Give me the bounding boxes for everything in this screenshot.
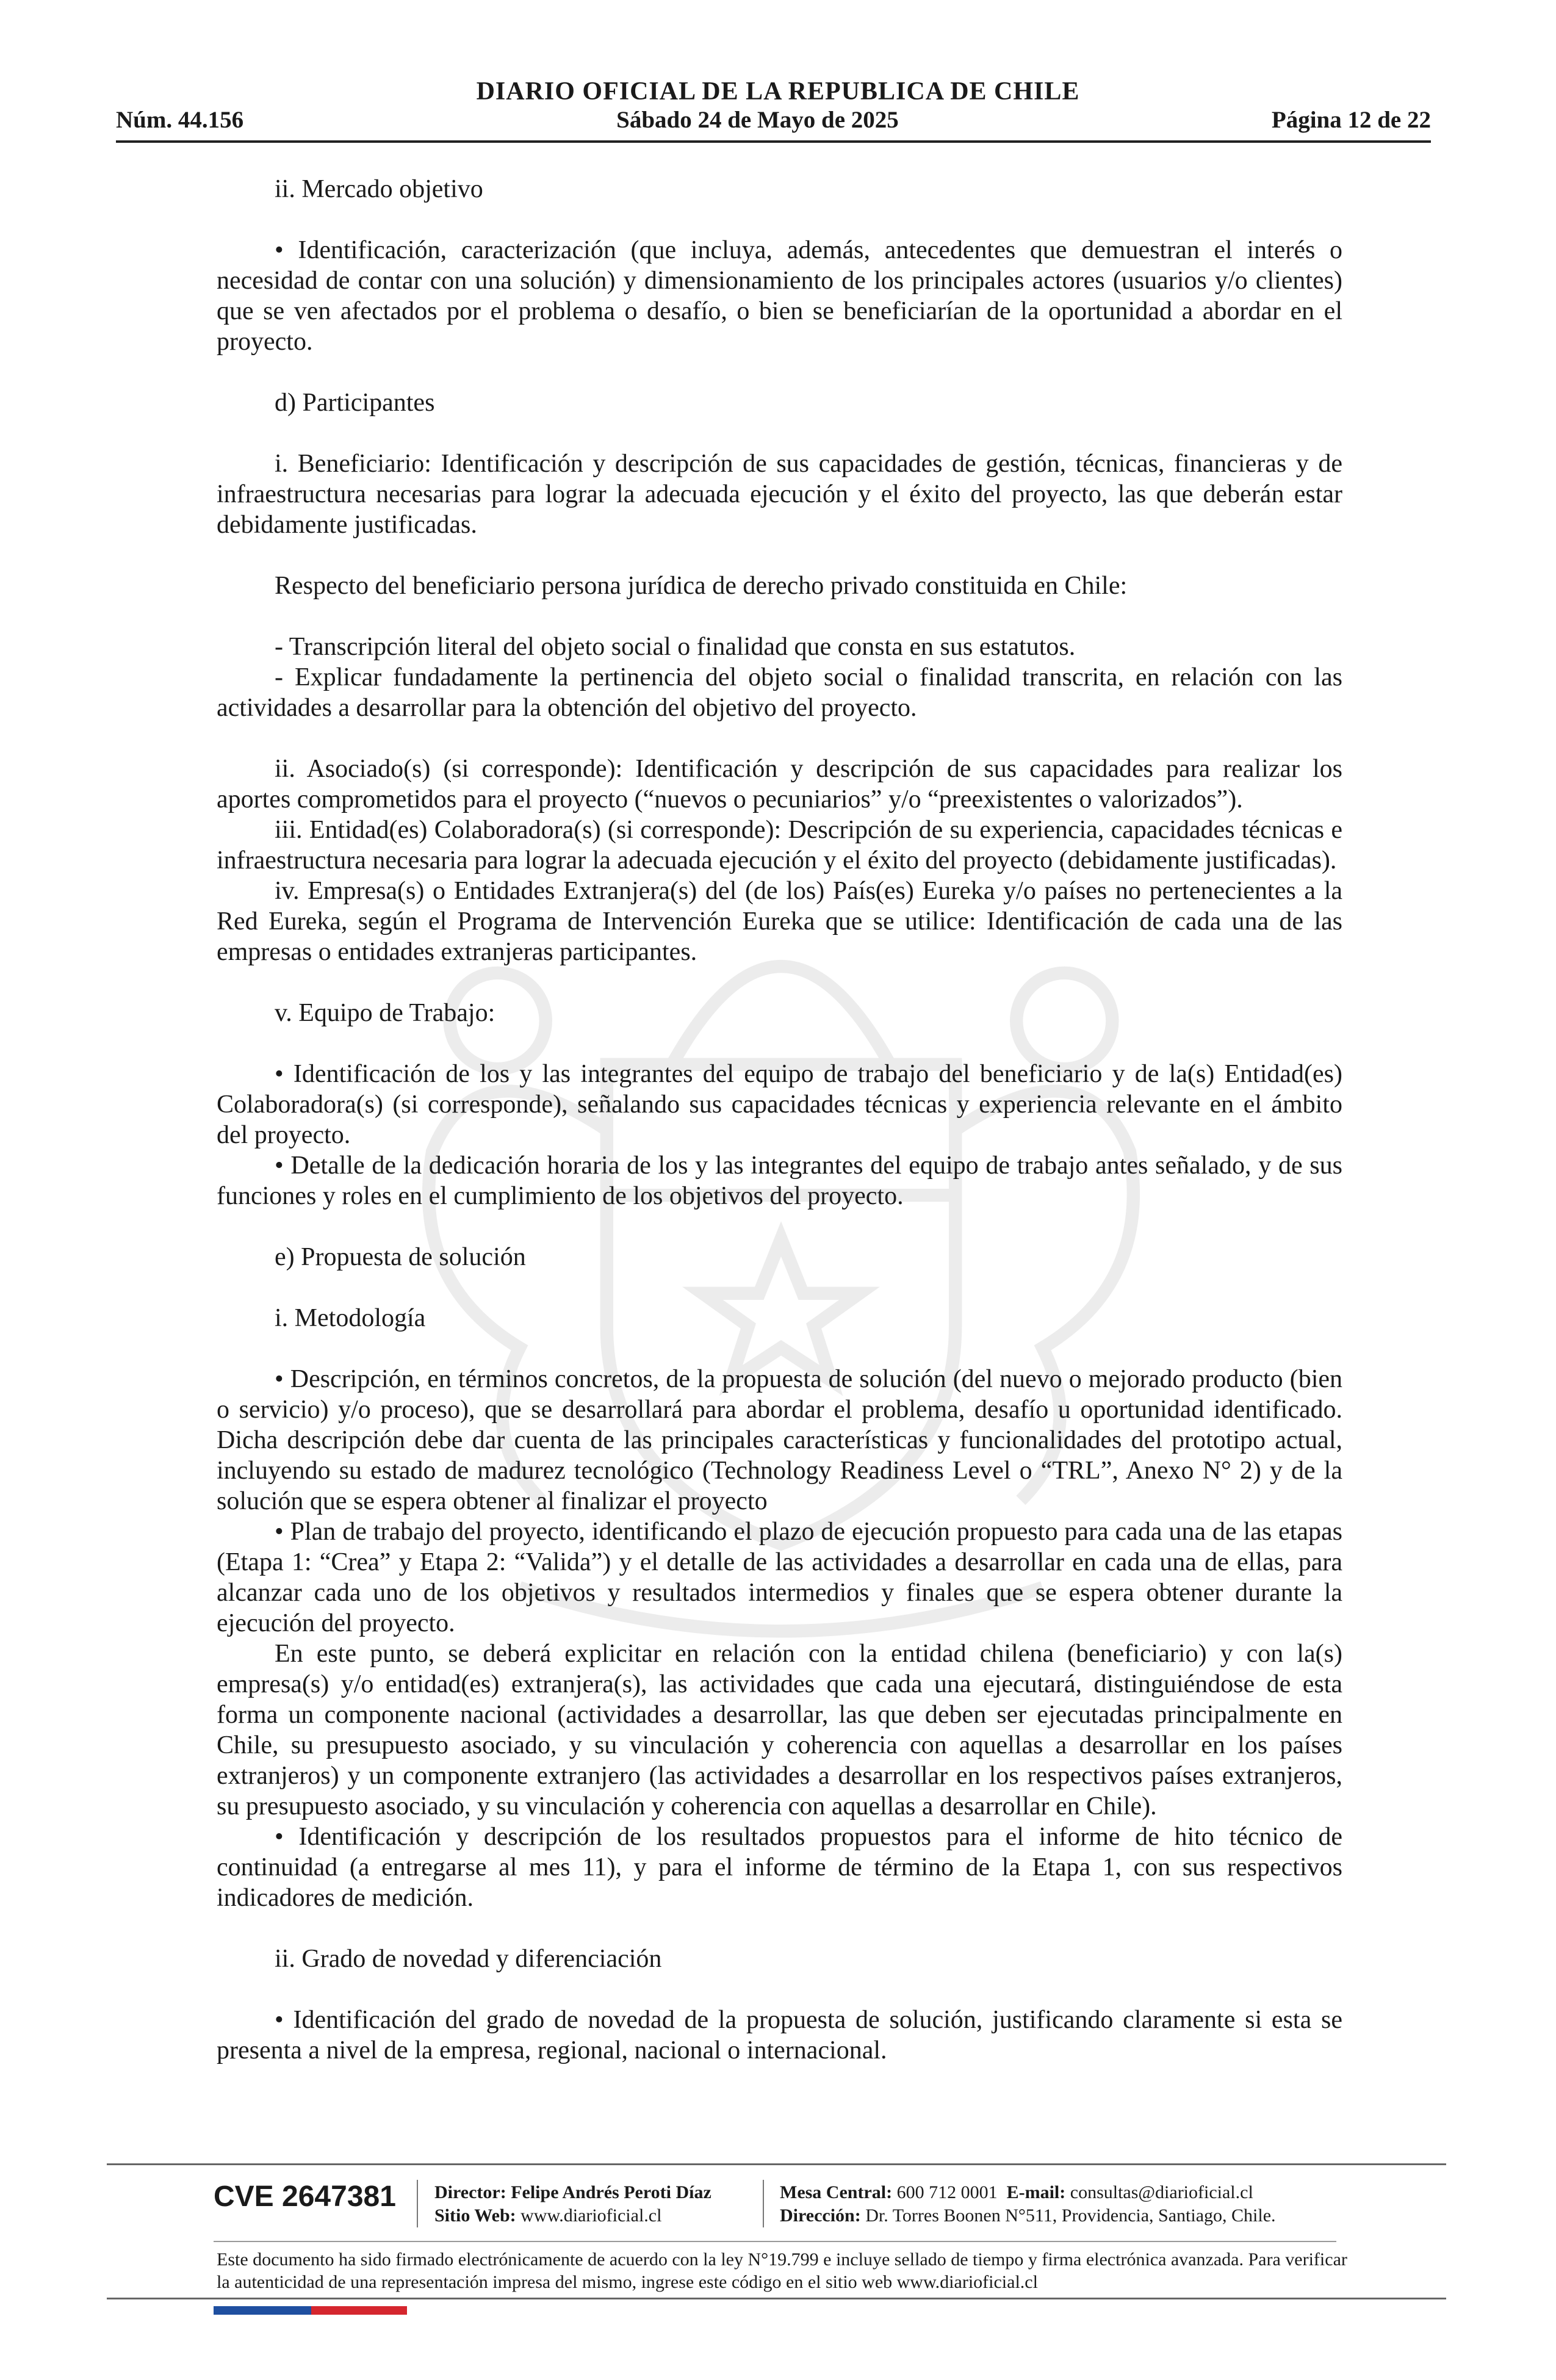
paragraph: iv. Empresa(s) o Entidades Extranjera(s) del (de los) País(es) Eureka y/o países no pertenecientes a la Red Eureka, según el Programa de Intervención Eureka que se utilice: Identificación de cada una de las empresas o entidades extranjeras participantes. (217, 877, 1342, 966)
flag-stripe-blue (214, 2306, 311, 2315)
paragraph: • Descripción, en términos concretos, de la propuesta de solución (del nuevo o mejorado producto (bien o servicio) y/o proceso), que se desarrollará para abordar el problema, desafío u oportunidad identificado. Dicha descripción debe dar cuenta de las principales características y funcionalidades del prototipo actual, incluyendo su estado de madurez tecnológico (Technology Readiness Level o “TRL”, Anexo N° 2) y de la solución que se espera obtener al finalizar el proyecto (217, 1365, 1342, 1515)
website-label: Sitio Web: (434, 2205, 516, 2226)
issue-number: Núm. 44.156 (116, 107, 244, 133)
section-heading: e) Propuesta de solución (275, 1243, 526, 1271)
flag-stripe-red (311, 2306, 407, 2315)
paragraph: - Transcripción literal del objeto social o finalidad que consta en sus estatutos. (275, 633, 1076, 661)
footer-separator (763, 2180, 764, 2227)
paragraph: i. Beneficiario: Identificación y descripción de sus capacidades de gestión, técnicas, financieras y de infraestructura necesarias para lograr la adecuada ejecución y el éxito del proyecto, las que deberán estar debidamente justificadas. (217, 450, 1342, 539)
paragraph: En este punto, se deberá explicitar en relación con la entidad chilena (beneficiario) y con la(s) empresa(s) y/o entidad(es) extranjera(s), las actividades que cada una ejecutará, distinguiéndose de esta forma un componente nacional (actividades a desarrollar, las que deben ser ejecutadas principalmente en Chile, su presupuesto asociado, y su vinculación y coherencia con aquellas a desarrollar en los países extranjeros) y un componente extranjero (las actividades a desarrollar en los respectivos países extranjeros, su presupuesto asociado, y su vinculación y coherencia con aquellas a desarrollar en Chile). (217, 1640, 1342, 1820)
paragraph: • Identificación del grado de novedad de la propuesta de solución, justificando claramente si esta se presenta a nivel de la empresa, regional, nacional o internacional. (217, 2006, 1342, 2064)
section-heading: d) Participantes (275, 389, 435, 417)
paragraph: v. Equipo de Trabajo: (275, 999, 495, 1027)
paragraph: iii. Entidad(es) Colaboradora(s) (si corresponde): Descripción de su experiencia, capacidades técnicas e infraestructura necesaria para lograr la adecuada ejecución y el éxito del proyecto (debidamente justificadas). (217, 816, 1342, 874)
paragraph: ii. Asociado(s) (si corresponde): Identificación y descripción de sus capacidades para realizar los aportes comprometidos para el proyecto (“nuevos o pecuniarios” y/o “preexistentes o valorizados”). (217, 755, 1342, 813)
director-name: Felipe Andrés Peroti Díaz (511, 2182, 711, 2202)
website-link[interactable]: www.diarioficial.cl (520, 2205, 662, 2226)
email-label: E-mail: (1006, 2182, 1066, 2202)
header-row (116, 106, 1431, 134)
email-link[interactable]: consultas@diarioficial.cl (1070, 2182, 1253, 2202)
newspaper-title: DIARIO OFICIAL DE LA REPUBLICA DE CHILE (476, 78, 1080, 106)
paragraph: • Identificación de los y las integrantes del equipo de trabajo del beneficiario y de la(s) Entidad(es) Colaboradora(s) (si corresponde), señalando sus capacidades técnicas y experiencia relevante en el ámbito del proyecto. (217, 1060, 1342, 1149)
paragraph: - Explicar fundadamente la pertinencia del objeto social o finalidad transcrita, en relación con las actividades a desarrollar para la obtención del objetivo del proyecto. (217, 663, 1342, 722)
document-body (217, 174, 1342, 2066)
footer-director-block (434, 2181, 711, 2227)
paragraph: Respecto del beneficiario persona jurídica de derecho privado constituida en Chile: (275, 572, 1128, 600)
paragraph: i. Metodología (275, 1304, 426, 1332)
header-rule (116, 140, 1431, 143)
footer-rule-middle (214, 2241, 1336, 2242)
address-value: Dr. Torres Boonen N°511, Providencia, Santiago, Chile. (865, 2205, 1276, 2226)
issue-date: Sábado 24 de Mayo de 2025 (616, 107, 899, 133)
signature-notice: Este documento ha sido firmado electrónicamente de acuerdo con la ley N°19.799 e incluye sellado de tiempo y firma electrónica avanzada. Para verificar la autenticidad de una representación impresa del mismo, ingrese este código en el sitio web www.diarioficial.cl (217, 2249, 1347, 2292)
paragraph: ii. Grado de novedad y diferenciación (275, 1945, 662, 1973)
paragraph: ii. Mercado objetivo (275, 175, 483, 203)
phone-value: 600 712 0001 (896, 2182, 998, 2202)
footer-separator (417, 2180, 418, 2227)
footer-contact-block (780, 2181, 1276, 2227)
cve-code: CVE 2647381 (214, 2180, 396, 2213)
paragraph: • Identificación y descripción de los resultados propuestos para el informe de hito técnico de continuidad (a entregarse al mes 11), y para el informe de término de la Etapa 1, con sus respectivos indicadores de medición. (217, 1823, 1342, 1912)
footer-rule-bottom (107, 2298, 1446, 2299)
footer-rule-top (107, 2163, 1446, 2165)
paragraph: • Detalle de la dedicación horaria de los y las integrantes del equipo de trabajo antes señalado, y de sus funciones y roles en el cumplimiento de los objetivos del proyecto. (217, 1152, 1342, 1210)
director-label: Director: (434, 2182, 506, 2202)
paragraph: • Identificación, caracterización (que incluya, además, antecedentes que demuestran el interés o necesidad de contar con una solución) y dimensionamiento de los principales actores (usuarios y/o clientes) que se ven afectados por el problema o desafío, o bien se beneficiarían de la oportunidad a abordar en el proyecto. (217, 236, 1342, 356)
address-label: Dirección: (780, 2205, 861, 2226)
page-number: Página 12 de 22 (1271, 107, 1431, 133)
phone-label: Mesa Central: (780, 2182, 893, 2202)
paragraph: • Plan de trabajo del proyecto, identificando el plazo de ejecución propuesto para cada una de las etapas (Etapa 1: “Crea” y Etapa 2: “Valida”) y el detalle de las actividades a desarrollar en cada una de ellas, para alcanzar cada uno de los objetivos y resultados intermedios y finales que se espera obtener durante la ejecución del proyecto. (217, 1518, 1342, 1637)
